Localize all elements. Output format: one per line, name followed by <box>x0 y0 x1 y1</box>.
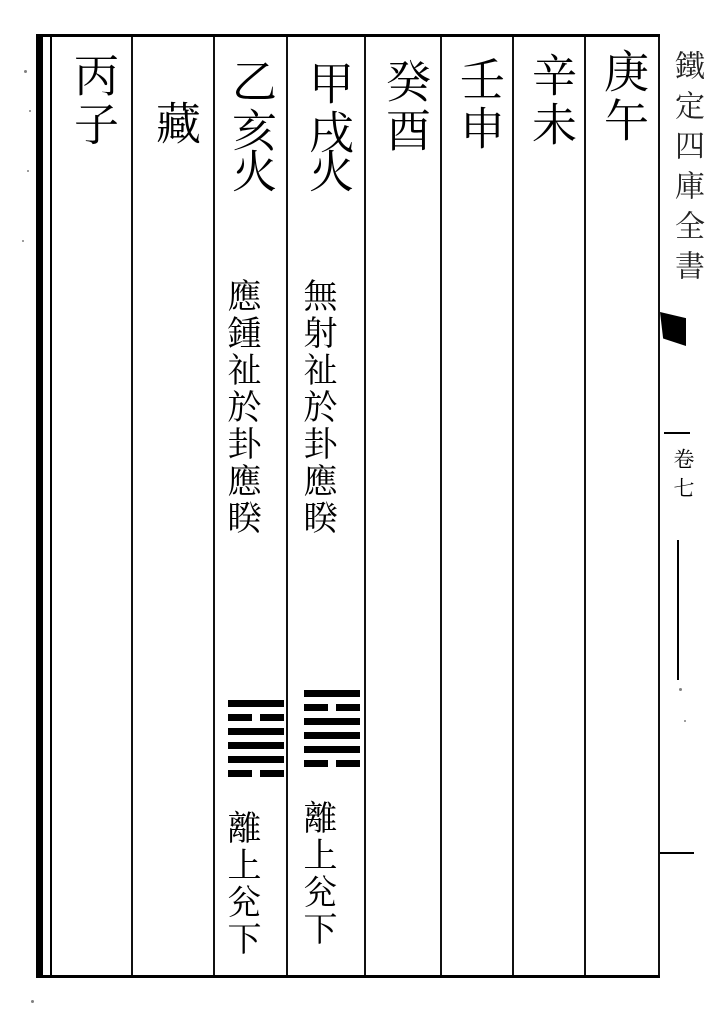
scan-speck <box>679 688 682 691</box>
column-text-5-note: 火 <box>301 148 354 197</box>
column-text-5-commentary: 無射祉於卦應睽 <box>297 278 337 537</box>
column-text-6-note: 火 <box>224 148 277 197</box>
column-rule-8 <box>131 37 133 975</box>
spine-dash-lower <box>660 852 694 854</box>
column-rule-6 <box>286 37 288 975</box>
scan-speck <box>29 110 31 112</box>
column-rule-4 <box>440 37 442 975</box>
hexagram-label-5: 離上兊下 <box>297 800 337 948</box>
page-border-top <box>36 34 660 37</box>
column-rule-1 <box>658 37 660 975</box>
column-text-5-ganzhi: 甲戌 <box>301 60 354 158</box>
column-text-1: 庚午 <box>596 48 649 146</box>
scan-speck <box>24 70 27 73</box>
hexagram-label-6: 離上兊下 <box>221 810 261 958</box>
spine-rule-lower <box>677 540 679 680</box>
spine-mark-icon <box>660 312 686 346</box>
column-text-7: 藏 <box>148 100 201 149</box>
column-text-4: 癸酉 <box>378 58 431 156</box>
spine-divider <box>664 432 690 434</box>
column-text-8: 丙子 <box>66 52 119 150</box>
scan-speck <box>22 240 24 242</box>
column-text-6-ganzhi: 乙亥 <box>224 58 277 156</box>
column-text-6-commentary: 應鍾祉於卦應睽 <box>221 278 261 537</box>
page-border-left-thin <box>50 34 52 978</box>
spine-title: 鐵定四庫全書 <box>669 50 704 290</box>
column-rule-2 <box>584 37 586 975</box>
page-border-left-thick <box>36 34 43 978</box>
column-text-2: 辛未 <box>524 52 577 150</box>
hexagram-6 <box>228 700 284 784</box>
page-border-bottom <box>36 975 660 978</box>
column-rule-3 <box>512 37 514 975</box>
scan-speck <box>684 720 686 722</box>
column-rule-5 <box>364 37 366 975</box>
scan-speck <box>27 170 29 172</box>
column-text-3: 壬申 <box>452 56 505 154</box>
spine-volume-label: 卷七 <box>671 448 695 506</box>
scan-speck <box>31 1000 34 1003</box>
hexagram-5 <box>304 690 360 774</box>
column-rule-7 <box>213 37 215 975</box>
